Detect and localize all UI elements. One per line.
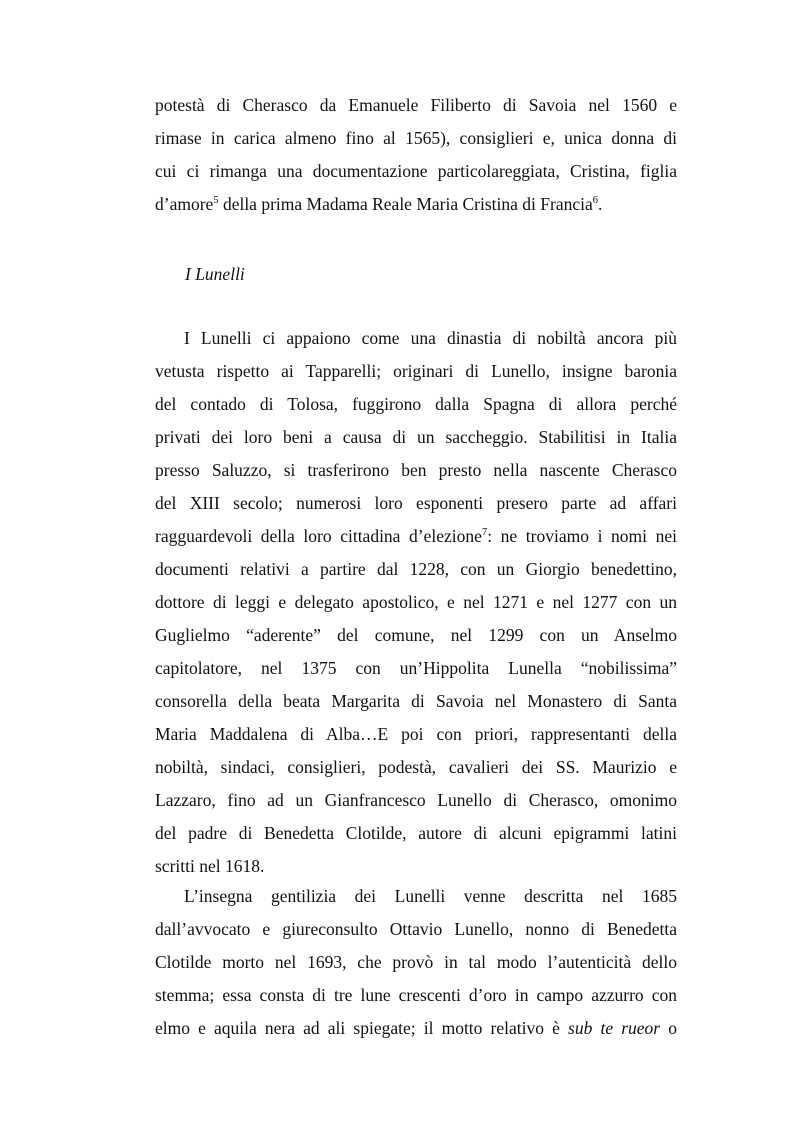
text-line: consorella della beata Margarita di Savoia nel Monastero di Santa	[155, 691, 677, 711]
text-line: del contado di Tolosa, fuggirono dalla Spagna di allora perché	[155, 394, 677, 414]
text-line: stemma; essa consta di tre lune crescenti d’oro in campo azzurro con	[155, 985, 677, 1005]
paragraph-coat-of-arms	[155, 880, 677, 1045]
footnote-ref-6: 6	[592, 195, 598, 206]
intro-paragraph	[155, 89, 677, 221]
text-fragment: della prima Madama Reale Maria Cristina di Francia	[218, 194, 593, 214]
text-line: scritti nel 1618.	[155, 856, 265, 876]
text-line: Lazzaro, fino ad un Gianfrancesco Lunello di Cherasco, omonimo	[155, 790, 677, 810]
text-line: cui ci rimanga una documentazione particolareggiata, Cristina, figlia	[155, 161, 677, 181]
text-line: privati dei loro beni a causa di un saccheggio. Stabilitisi in Italia	[155, 427, 677, 447]
text-fragment: d’amore	[155, 194, 214, 214]
footnote-ref-5: 5	[213, 195, 219, 206]
text-line: capitolatore, nel 1375 con un’Hippolita Lunella “nobilissima”	[155, 658, 677, 678]
text-line: Maria Maddalena di Alba…E poi con priori, rappresentanti della	[155, 724, 677, 744]
text-line: dall’avvocato e giureconsulto Ottavio Lunello, nonno di Benedetta	[155, 919, 677, 939]
text-line: Guglielmo “aderente” del comune, nel 1299 con un Anselmo	[155, 625, 677, 645]
text-line	[155, 188, 677, 221]
motto-text: sub te rueor	[568, 1018, 661, 1038]
text-line: L’insegna gentilizia dei Lunelli venne descritta nel 1685	[184, 886, 677, 906]
text-line: vetusta rispetto ai Tapparelli; originari di Lunello, insigne baronia	[155, 361, 677, 381]
text-line: del XIII secolo; numerosi loro esponenti presero parte ad affari	[155, 493, 677, 513]
text-line: documenti relativi a partire dal 1228, con un Giorgio benedettino,	[155, 559, 677, 579]
section-heading: I Lunelli	[185, 264, 245, 284]
paragraph-lunelli-origins	[155, 322, 677, 883]
text-line: rimase in carica almeno fino al 1565), consiglieri e, unica donna di	[155, 128, 677, 148]
footnote-ref-7: 7	[481, 527, 488, 538]
text-line: del padre di Benedetta Clotilde, autore di alcuni epigrammi latini	[155, 823, 677, 843]
text-fragment: elmo e aquila nera ad ali spiegate; il motto relativo è	[155, 1018, 569, 1038]
text-line: potestà di Cherasco da Emanuele Filiberto di Savoia nel 1560 e	[155, 95, 677, 115]
text-fragment: ragguardevoli della loro cittadina d’elezione	[155, 526, 482, 546]
text-line: Clotilde morto nel 1693, che provò in tal modo l’autenticità dello	[155, 952, 677, 972]
text-fragment: .	[598, 194, 603, 214]
text-line: nobiltà, sindaci, consiglieri, podestà, cavalieri dei SS. Maurizio e	[155, 757, 677, 777]
text-line: dottore di leggi e delegato apostolico, e nel 1271 e nel 1277 con un	[155, 592, 677, 612]
text-fragment: : ne troviamo i nomi nei	[487, 526, 677, 546]
text-fragment: o	[660, 1018, 678, 1038]
text-line	[155, 520, 677, 553]
text-line: presso Saluzzo, si trasferirono ben presto nella nascente Cherasco	[155, 460, 677, 480]
text-line: I Lunelli ci appaiono come una dinastia di nobiltà ancora più	[184, 328, 677, 348]
text-line	[155, 1012, 677, 1045]
